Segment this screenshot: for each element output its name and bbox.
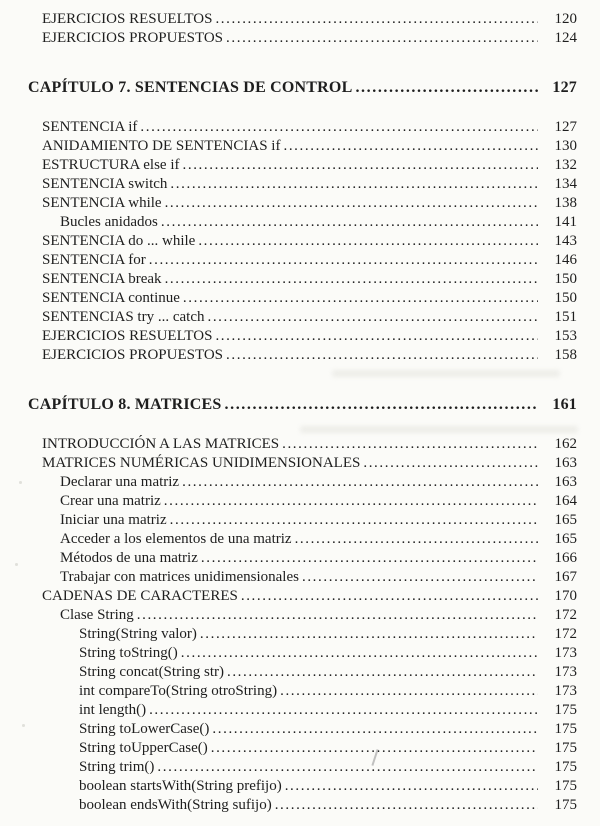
toc-entry-page-number: 150 bbox=[554, 271, 577, 287]
dot-leader bbox=[170, 511, 538, 530]
toc-entry-page-number: 164 bbox=[554, 493, 577, 509]
toc-entry-title: boolean startsWith(String prefijo) bbox=[79, 778, 282, 794]
toc-entry bbox=[0, 530, 577, 549]
toc-entry-page-number: 124 bbox=[554, 30, 577, 46]
toc-entry-title: Trabajar con matrices unidimensionales bbox=[60, 569, 299, 585]
dot-leader bbox=[183, 289, 538, 308]
toc-entry bbox=[0, 78, 577, 98]
dot-leader bbox=[211, 739, 538, 758]
toc-entry-page-number: 163 bbox=[554, 474, 577, 490]
toc-entry-title: Acceder a los elementos de una matriz bbox=[60, 531, 292, 547]
toc-entry-page-number: 127 bbox=[554, 119, 577, 135]
toc-entry-title: String toString() bbox=[79, 645, 178, 661]
toc-entry-title: Declarar una matriz bbox=[60, 474, 180, 490]
dot-leader bbox=[275, 796, 538, 815]
toc-entry-title: SENTENCIAS try ... catch bbox=[42, 309, 205, 325]
toc-entry-page-number: 172 bbox=[554, 626, 577, 642]
toc-entry-title: SENTENCIA break bbox=[42, 271, 162, 287]
dot-leader bbox=[207, 308, 538, 327]
dot-leader bbox=[280, 682, 538, 701]
toc-entry bbox=[0, 270, 577, 289]
toc-entry-title: SENTENCIA do ... while bbox=[42, 233, 196, 249]
toc-entry-title: String toUpperCase() bbox=[79, 740, 208, 756]
toc-entry bbox=[0, 758, 577, 777]
toc-entry-page-number: 130 bbox=[554, 138, 577, 154]
dot-leader bbox=[226, 346, 538, 365]
dot-leader bbox=[182, 473, 538, 492]
toc-entry-page-number: 173 bbox=[554, 683, 577, 699]
dot-leader bbox=[164, 492, 538, 511]
toc-entry-title: Iniciar una matriz bbox=[60, 512, 167, 528]
dot-leader bbox=[149, 701, 538, 720]
toc-entry-title: MATRICES NUMÉRICAS UNIDIMENSIONALES bbox=[42, 455, 361, 471]
toc-entry bbox=[0, 156, 577, 175]
toc-entry-page-number: 151 bbox=[554, 309, 577, 325]
toc-entry-page-number: 150 bbox=[554, 290, 577, 306]
toc-entry-page-number: 167 bbox=[554, 569, 577, 585]
toc-entry bbox=[0, 29, 577, 48]
toc-entry-page-number: 120 bbox=[554, 11, 577, 27]
dot-leader bbox=[149, 251, 538, 270]
toc-entry bbox=[0, 796, 577, 815]
toc-entry bbox=[0, 777, 577, 796]
toc-list bbox=[0, 10, 577, 815]
toc-entry bbox=[0, 10, 577, 29]
toc-entry-page-number: 146 bbox=[554, 252, 577, 268]
toc-entry bbox=[0, 395, 577, 415]
toc-entry-title: ANIDAMIENTO DE SENTENCIAS if bbox=[42, 138, 281, 154]
toc-entry-page-number: 175 bbox=[554, 721, 577, 737]
toc-entry-page-number: 143 bbox=[554, 233, 577, 249]
toc-entry-title: String toLowerCase() bbox=[79, 721, 210, 737]
toc-entry-page-number: 138 bbox=[554, 195, 577, 211]
toc-entry-page-number: 162 bbox=[554, 436, 577, 452]
dot-leader bbox=[200, 625, 538, 644]
toc-entry-title: SENTENCIA for bbox=[42, 252, 146, 268]
toc-entry bbox=[0, 251, 577, 270]
toc-entry-title: ESTRUCTURA else if bbox=[42, 157, 180, 173]
dot-leader bbox=[355, 78, 538, 98]
toc-entry bbox=[0, 232, 577, 251]
toc-entry bbox=[0, 473, 577, 492]
toc-entry-title: EJERCICIOS PROPUESTOS bbox=[42, 347, 224, 363]
toc-entry bbox=[0, 739, 577, 758]
toc-entry bbox=[0, 663, 577, 682]
toc-entry-title: SENTENCIA if bbox=[42, 119, 138, 135]
toc-entry-page-number: 153 bbox=[554, 328, 577, 344]
dot-leader bbox=[212, 720, 538, 739]
toc-entry-page-number: 165 bbox=[554, 531, 577, 547]
toc-entry-title: SENTENCIA switch bbox=[42, 176, 168, 192]
dot-leader bbox=[201, 549, 538, 568]
toc-entry bbox=[0, 137, 577, 156]
toc-entry bbox=[0, 511, 577, 530]
toc-entry-page-number: 141 bbox=[554, 214, 577, 230]
dot-leader bbox=[363, 454, 538, 473]
toc-entry-title: EJERCICIOS RESUELTOS bbox=[42, 328, 213, 344]
toc-entry bbox=[0, 587, 577, 606]
dot-leader bbox=[283, 137, 538, 156]
toc-entry bbox=[0, 175, 577, 194]
toc-entry-page-number: 158 bbox=[554, 347, 577, 363]
toc-entry-title: CAPÍTULO 7. SENTENCIAS DE CONTROL bbox=[28, 79, 353, 96]
toc-entry-title: boolean endsWith(String sufijo) bbox=[79, 797, 272, 813]
toc-entry bbox=[0, 549, 577, 568]
dot-leader bbox=[183, 156, 539, 175]
toc-entry bbox=[0, 625, 577, 644]
toc-entry-page-number: 173 bbox=[554, 645, 577, 661]
toc-entry bbox=[0, 568, 577, 587]
toc-entry-title: Bucles anidados bbox=[60, 214, 158, 230]
toc-entry-title: int compareTo(String otroString) bbox=[79, 683, 278, 699]
toc-entry-page-number: 134 bbox=[554, 176, 577, 192]
toc-entry-page-number: 161 bbox=[552, 396, 577, 413]
toc-entry-title: EJERCICIOS PROPUESTOS bbox=[42, 30, 224, 46]
toc-entry bbox=[0, 435, 577, 454]
toc-entry bbox=[0, 327, 577, 346]
toc-entry-title: CAPÍTULO 8. MATRICES bbox=[28, 396, 222, 413]
dot-leader bbox=[137, 606, 538, 625]
toc-entry bbox=[0, 118, 577, 137]
toc-entry-page-number: 166 bbox=[554, 550, 577, 566]
toc-entry bbox=[0, 289, 577, 308]
dot-leader bbox=[225, 395, 539, 415]
dot-leader bbox=[165, 270, 538, 289]
toc-entry-title: int length() bbox=[79, 702, 147, 718]
toc-entry bbox=[0, 644, 577, 663]
dot-leader bbox=[181, 644, 538, 663]
toc-entry-page-number: 127 bbox=[552, 79, 577, 96]
toc-entry-title: SENTENCIA continue bbox=[42, 290, 180, 306]
dot-leader bbox=[140, 118, 538, 137]
toc-entry bbox=[0, 682, 577, 701]
toc-entry-title: String trim() bbox=[79, 759, 155, 775]
toc-entry-title: String(String valor) bbox=[79, 626, 197, 642]
toc-entry-page-number: 170 bbox=[554, 588, 577, 604]
dot-leader bbox=[226, 29, 538, 48]
toc-entry-page-number: 175 bbox=[554, 759, 577, 775]
toc-entry bbox=[0, 346, 577, 365]
dot-leader bbox=[215, 10, 538, 29]
toc-entry-page-number: 173 bbox=[554, 664, 577, 680]
toc-entry-title: String concat(String str) bbox=[79, 664, 224, 680]
dot-leader bbox=[215, 327, 538, 346]
toc-entry bbox=[0, 194, 577, 213]
toc-entry-title: INTRODUCCIÓN A LAS MATRICES bbox=[42, 436, 280, 452]
dot-leader bbox=[161, 213, 538, 232]
toc-entry bbox=[0, 720, 577, 739]
dot-leader bbox=[198, 232, 538, 251]
toc-entry-page-number: 175 bbox=[554, 778, 577, 794]
toc-entry bbox=[0, 308, 577, 327]
dot-leader bbox=[241, 587, 538, 606]
dot-leader bbox=[165, 194, 538, 213]
toc-entry-page-number: 132 bbox=[554, 157, 577, 173]
toc-entry-page-number: 163 bbox=[554, 455, 577, 471]
toc-entry-page-number: 172 bbox=[554, 607, 577, 623]
toc-entry-title: Clase String bbox=[60, 607, 134, 623]
toc-entry-title: EJERCICIOS RESUELTOS bbox=[42, 11, 213, 27]
dot-leader bbox=[157, 758, 538, 777]
toc-entry-title: Métodos de una matriz bbox=[60, 550, 198, 566]
toc-entry-title: SENTENCIA while bbox=[42, 195, 162, 211]
dot-leader bbox=[282, 435, 538, 454]
dot-leader bbox=[170, 175, 538, 194]
dot-leader bbox=[227, 663, 538, 682]
toc-entry-page-number: 175 bbox=[554, 797, 577, 813]
toc-entry bbox=[0, 701, 577, 720]
toc-entry-title: Crear una matriz bbox=[60, 493, 161, 509]
dot-leader bbox=[295, 530, 538, 549]
toc-entry bbox=[0, 606, 577, 625]
toc-entry bbox=[0, 454, 577, 473]
toc-entry bbox=[0, 213, 577, 232]
dot-leader bbox=[302, 568, 538, 587]
toc-entry-page-number: 175 bbox=[554, 702, 577, 718]
toc-entry-page-number: 165 bbox=[554, 512, 577, 528]
toc-entry bbox=[0, 492, 577, 511]
toc-entry-page-number: 175 bbox=[554, 740, 577, 756]
toc-entry-title: CADENAS DE CARACTERES bbox=[42, 588, 238, 604]
dot-leader bbox=[285, 777, 538, 796]
